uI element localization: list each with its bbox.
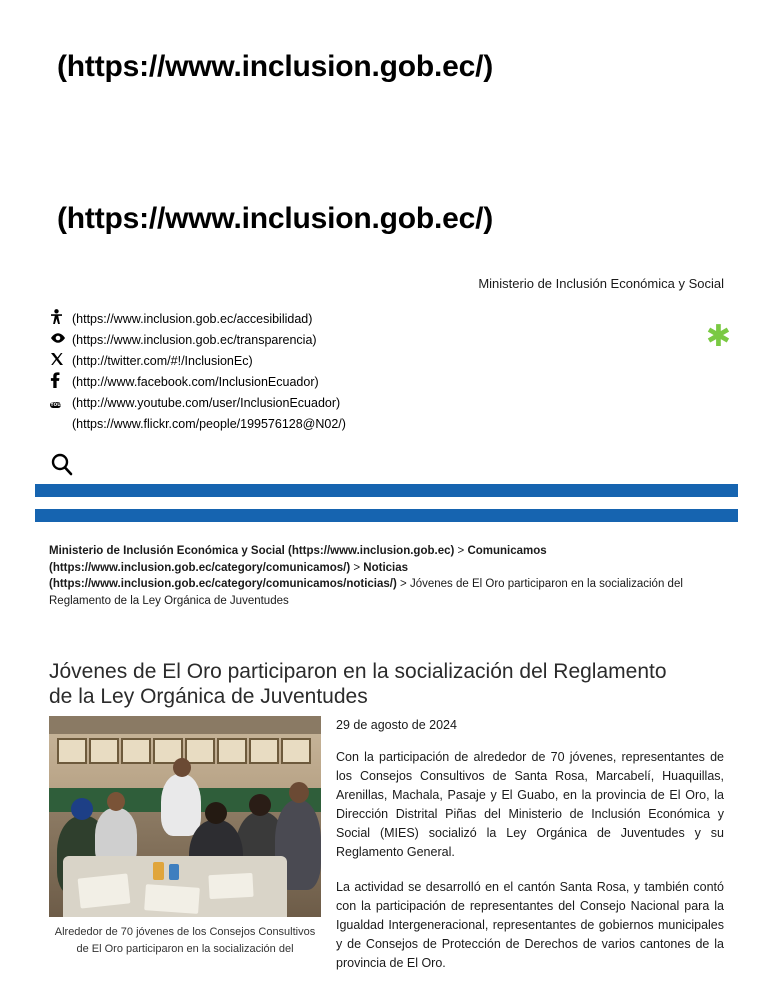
blue-divider-bar-bottom bbox=[35, 509, 738, 522]
link-row-flickr[interactable] bbox=[50, 413, 570, 434]
search-icon[interactable] bbox=[50, 452, 76, 478]
youtube-icon: You bbox=[50, 402, 61, 408]
article-paragraph: Con la participación de alrededor de 70 jóvenes, representantes de los Consejos Consultivos de Santa Rosa, Marcabelí, Huaquillas, Arenillas, Machala, Pasaje y El Guabo, en la provincia de El Oro, la Dirección Distrital Piñas del Ministerio de Inclusión Económica y Social (MIES) socializó la Ley Orgánica de Juventudes y su Reglamento General. bbox=[336, 750, 724, 859]
link-text-transparencia: (https://www.inclusion.gob.ec/transparencia) bbox=[72, 332, 317, 347]
link-text-facebook: (http://www.facebook.com/InclusionEcuador) bbox=[72, 374, 319, 389]
article-photo bbox=[49, 716, 321, 917]
eye-icon bbox=[50, 332, 72, 347]
link-text-accesibilidad: (https://www.inclusion.gob.ec/accesibilidad) bbox=[72, 311, 313, 326]
figure-caption: Alrededor de 70 jóvenes de los Consejos Consultivos de El Oro participaron en la socialización del bbox=[54, 926, 316, 955]
article-paragraph: La actividad se desarrolló en el cantón Santa Rosa, y también contó con la participación de representantes del Consejo Nacional para la Igualdad Intergeneracional, representantes de gobiernos municipales y de Consejos de Protección de Derechos de varios cantones de la provincia de El Oro. bbox=[336, 880, 724, 970]
breadcrumb-separator-1: > bbox=[454, 545, 468, 557]
accessibility-icon bbox=[50, 309, 72, 328]
link-row-transparencia[interactable] bbox=[50, 329, 570, 350]
link-text-youtube: (http://www.youtube.com/user/InclusionEcuador) bbox=[72, 395, 341, 410]
breadcrumb-item-home[interactable]: Ministerio de Inclusión Económica y Social (https://www.inclusion.gob.ec) bbox=[49, 545, 455, 557]
header-links-list bbox=[50, 308, 570, 434]
site-home-link-top[interactable]: (https://www.inclusion.gob.ec/) bbox=[57, 50, 494, 83]
breadcrumb-separator-2: > bbox=[350, 561, 364, 574]
article-figure bbox=[49, 716, 321, 958]
twitter-x-icon bbox=[50, 352, 72, 369]
site-home-link-second[interactable]: (https://www.inclusion.gob.ec/) bbox=[57, 202, 494, 235]
page-title: Jóvenes de El Oro participaron en la socialización del Reglamento de la Ley Orgánica de Juventudes bbox=[49, 660, 667, 709]
link-row-youtube[interactable] bbox=[50, 392, 570, 413]
breadcrumb bbox=[49, 543, 709, 609]
link-row-twitter[interactable] bbox=[50, 350, 570, 371]
ministry-caption: Ministerio de Inclusión Económica y Social bbox=[478, 276, 724, 291]
breadcrumb-separator-3: > bbox=[396, 578, 410, 590]
breadcrumb-item-comunicamos[interactable]: Comunicamos (https://www.inclusion.gob.ec/category/comunicamos/) bbox=[49, 545, 547, 574]
article-body bbox=[336, 718, 724, 989]
breadcrumb-item-noticias[interactable]: Noticias (https://www.inclusion.gob.ec/category/comunicamos/noticias/) bbox=[49, 561, 409, 590]
link-row-accesibilidad[interactable] bbox=[50, 308, 570, 329]
breadcrumb-item-current: Jóvenes de El Oro participaron en la socialización del Reglamento de la Ley Orgánica de Juventudes bbox=[49, 578, 683, 607]
facebook-icon bbox=[50, 372, 72, 391]
link-text-twitter: (http://twitter.com/#!/InclusionEc) bbox=[72, 353, 253, 368]
blue-divider-bar-top bbox=[35, 484, 738, 497]
asterisk-decoration-icon: ✱ bbox=[705, 320, 731, 353]
link-text-flickr: (https://www.flickr.com/people/199576128@N02/) bbox=[72, 416, 346, 431]
article-date: 29 de agosto de 2024 bbox=[336, 718, 457, 732]
link-row-facebook[interactable] bbox=[50, 371, 570, 392]
